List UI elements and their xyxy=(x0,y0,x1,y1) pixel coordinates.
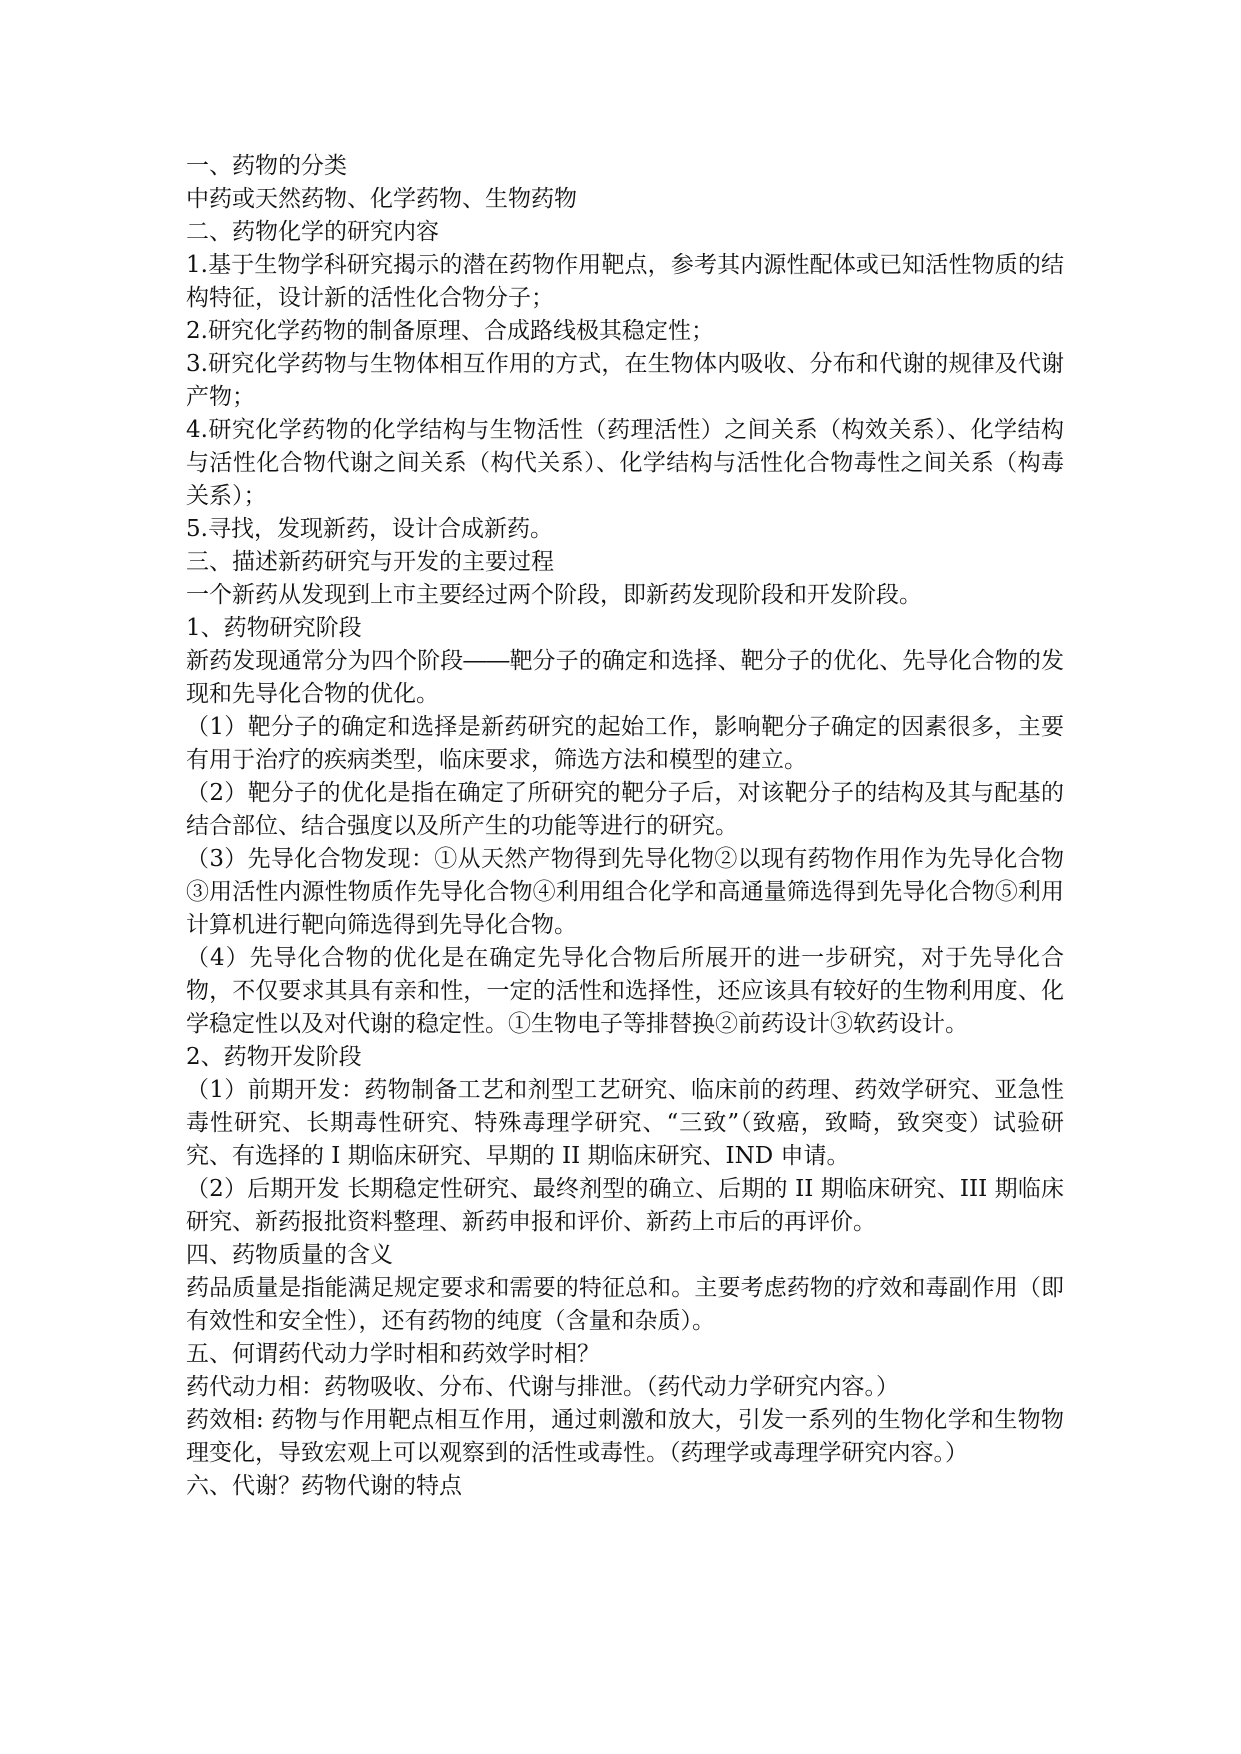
section-heading-5: 五、何谓药代动力学时相和药效学时相？ xyxy=(186,1341,600,1367)
list-item: （2）靶分子的优化是指在确定了所研究的靶分子后，对该靶分子的结构及其与配基的结合部位、结合强度以及所产生的功能等进行的研究。 xyxy=(186,780,1064,839)
list-item: （4）先导化合物的优化是在确定先导化合物后所展开的进一步研究，对于先导化合物，不仅要求其具有亲和性，一定的活性和选择性，还应该具有较好的生物利用度、化学稳定性以及对代谢的稳定性。①生物电子等排替换②前药设计③软药设计。 xyxy=(186,945,1064,1037)
list-item: 4.研究化学药物的化学结构与生物活性（药理活性）之间关系（构效关系）、化学结构与活性化合物代谢之间关系（构代关系）、化学结构与活性化合物毒性之间关系（构毒关系）； xyxy=(186,417,1064,509)
paragraph: 新药发现通常分为四个阶段――靶分子的确定和选择、靶分子的优化、先导化合物的发现和先导化合物的优化。 xyxy=(186,648,1064,707)
list-item: （1）靶分子的确定和选择是新药研究的起始工作，影响靶分子确定的因素很多，主要有用于治疗的疾病类型，临床要求，筛选方法和模型的建立。 xyxy=(186,714,1064,773)
section-heading-4: 四、药物质量的含义 xyxy=(186,1242,393,1268)
section-heading-1: 一、药物的分类 xyxy=(186,153,347,179)
list-item: （1）前期开发：药物制备工艺和剂型工艺研究、临床前的药理、药效学研究、亚急性毒性研究、长期毒性研究、特殊毒理学研究、“三致”（致癌，致畸，致突变）试验研究、有选择的 I 期临床研究、早期的 II 期临床研究、IND 申请。 xyxy=(186,1077,1064,1169)
paragraph: 药品质量是指能满足规定要求和需要的特征总和。主要考虑药物的疗效和毒副作用（即有效性和安全性），还有药物的纯度（含量和杂质）。 xyxy=(186,1275,1064,1334)
list-item: 2.研究化学药物的制备原理、合成路线极其稳定性； xyxy=(186,318,714,344)
paragraph: 药效相: 药物与作用靶点相互作用，通过刺激和放大，引发一系列的生物化学和生物物理变化，导致宏观上可以观察到的活性或毒性。（药理学或毒理学研究内容。） xyxy=(186,1407,1064,1466)
paragraph: 一个新药从发现到上市主要经过两个阶段，即新药发现阶段和开发阶段。 xyxy=(186,582,922,608)
section-heading-2: 二、药物化学的研究内容 xyxy=(186,219,439,245)
document-page xyxy=(186,150,1064,1503)
list-item: 5.寻找，发现新药，设计合成新药。 xyxy=(186,516,553,542)
section-heading-6: 六、代谢？药物代谢的特点 xyxy=(186,1473,462,1499)
paragraph: 药代动力相：药物吸收、分布、代谢与排泄。（药代动力学研究内容。） xyxy=(186,1374,899,1400)
list-item: 3.研究化学药物与生物体相互作用的方式，在生物体内吸收、分布和代谢的规律及代谢产物； xyxy=(186,351,1064,410)
paragraph: 中药或天然药物、化学药物、生物药物 xyxy=(186,186,577,212)
list-item: （3）先导化合物发现：①从天然产物得到先导化物②以现有药物作用作为先导化合物③用活性内源性物质作先导化合物④利用组合化学和高通量筛选得到先导化合物⑤利用计算机进行靶向筛选得到先导化合物。 xyxy=(186,846,1064,938)
list-item: 1.基于生物学科研究揭示的潜在药物作用靶点，参考其内源性配体或已知活性物质的结构特征，设计新的活性化合物分子； xyxy=(186,252,1064,311)
subsection-heading: 1、药物研究阶段 xyxy=(186,615,362,641)
subsection-heading: 2、药物开发阶段 xyxy=(186,1044,362,1070)
list-item: （2）后期开发 长期稳定性研究、最终剂型的确立、后期的 II 期临床研究、III 期临床研究、新药报批资料整理、新药申报和评价、新药上市后的再评价。 xyxy=(186,1176,1064,1235)
section-heading-3: 三、描述新药研究与开发的主要过程 xyxy=(186,549,554,575)
